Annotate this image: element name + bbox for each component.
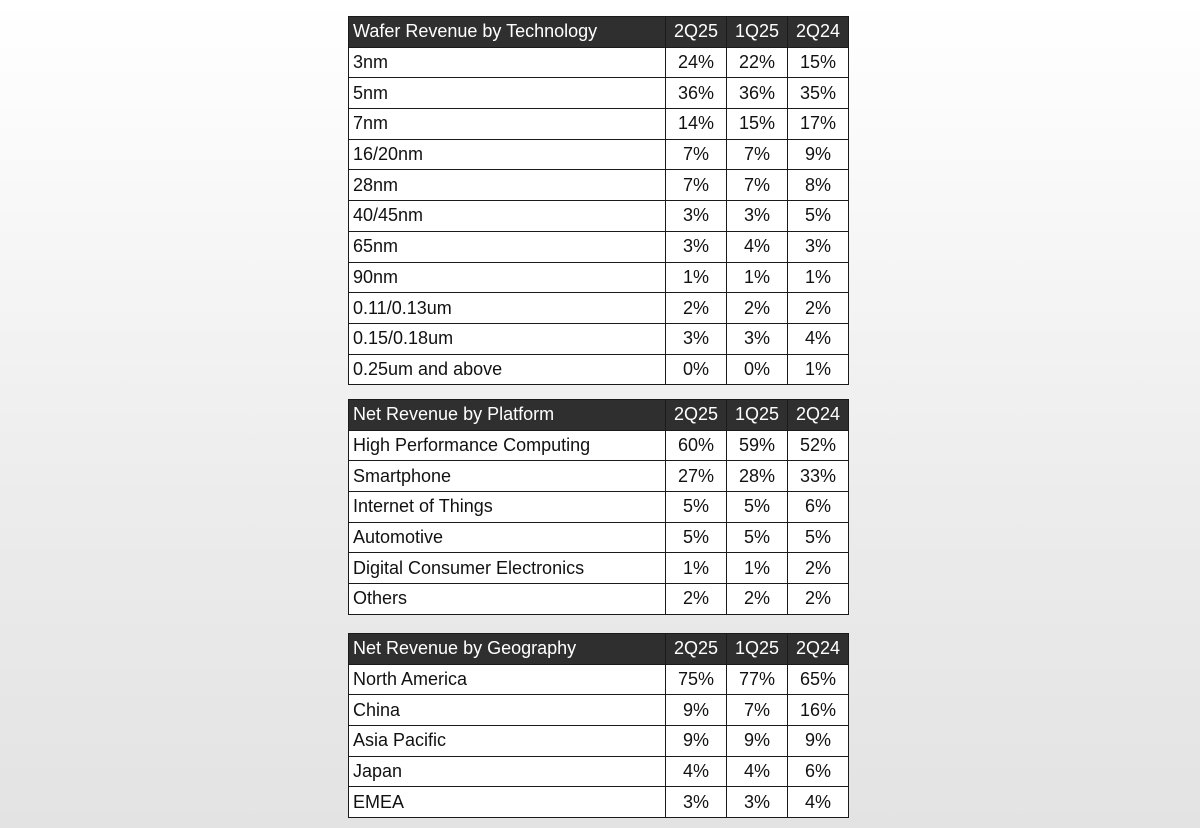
row-value: 1% <box>666 262 727 293</box>
table-header-row <box>349 17 849 48</box>
row-label: North America <box>349 664 666 695</box>
row-value: 1% <box>727 553 788 584</box>
row-value: 22% <box>727 47 788 78</box>
table-row <box>349 492 849 523</box>
row-value: 5% <box>727 492 788 523</box>
row-value: 3% <box>666 201 727 232</box>
row-value: 1% <box>788 262 849 293</box>
row-label: 0.11/0.13um <box>349 293 666 324</box>
row-value: 5% <box>666 492 727 523</box>
row-value: 4% <box>788 323 849 354</box>
column-header: 1Q25 <box>727 400 788 431</box>
row-value: 2% <box>788 293 849 324</box>
row-value: 17% <box>788 109 849 140</box>
table-row <box>349 47 849 78</box>
table-row <box>349 553 849 584</box>
row-value: 60% <box>666 430 727 461</box>
row-value: 27% <box>666 461 727 492</box>
row-value: 7% <box>727 139 788 170</box>
row-label: Others <box>349 584 666 615</box>
row-value: 2% <box>788 553 849 584</box>
row-value: 1% <box>666 553 727 584</box>
row-value: 52% <box>788 430 849 461</box>
row-value: 1% <box>788 354 849 385</box>
table-title: Net Revenue by Platform <box>349 400 666 431</box>
row-value: 75% <box>666 664 727 695</box>
row-value: 3% <box>727 787 788 818</box>
row-value: 4% <box>666 756 727 787</box>
row-value: 24% <box>666 47 727 78</box>
row-value: 36% <box>666 78 727 109</box>
table-row <box>349 756 849 787</box>
table-row <box>349 726 849 757</box>
row-value: 3% <box>666 231 727 262</box>
row-value: 2% <box>788 584 849 615</box>
row-label: 40/45nm <box>349 201 666 232</box>
table-row <box>349 139 849 170</box>
table-row <box>349 78 849 109</box>
row-label: 7nm <box>349 109 666 140</box>
row-label: 3nm <box>349 47 666 78</box>
row-label: Internet of Things <box>349 492 666 523</box>
column-header: 2Q24 <box>788 400 849 431</box>
row-value: 2% <box>666 293 727 324</box>
row-label: EMEA <box>349 787 666 818</box>
row-value: 3% <box>727 323 788 354</box>
row-value: 5% <box>788 522 849 553</box>
row-value: 9% <box>788 139 849 170</box>
row-value: 9% <box>666 695 727 726</box>
row-label: 16/20nm <box>349 139 666 170</box>
row-value: 3% <box>727 201 788 232</box>
table-row <box>349 231 849 262</box>
row-value: 7% <box>666 139 727 170</box>
row-value: 9% <box>666 726 727 757</box>
row-value: 5% <box>666 522 727 553</box>
row-label: Japan <box>349 756 666 787</box>
row-value: 3% <box>666 787 727 818</box>
row-value: 7% <box>727 170 788 201</box>
table-row <box>349 430 849 461</box>
row-value: 0% <box>666 354 727 385</box>
column-header: 2Q25 <box>666 17 727 48</box>
table-header-row <box>349 400 849 431</box>
row-value: 35% <box>788 78 849 109</box>
row-value: 1% <box>727 262 788 293</box>
row-value: 6% <box>788 756 849 787</box>
row-value: 5% <box>788 201 849 232</box>
row-value: 3% <box>666 323 727 354</box>
table-row <box>349 293 849 324</box>
table-row <box>349 109 849 140</box>
row-value: 9% <box>727 726 788 757</box>
table-row <box>349 323 849 354</box>
table-row <box>349 170 849 201</box>
column-header: 1Q25 <box>727 634 788 665</box>
row-value: 5% <box>727 522 788 553</box>
row-value: 4% <box>727 756 788 787</box>
row-value: 16% <box>788 695 849 726</box>
row-label: 0.25um and above <box>349 354 666 385</box>
row-value: 59% <box>727 430 788 461</box>
table-row <box>349 354 849 385</box>
table-row <box>349 201 849 232</box>
table-row <box>349 461 849 492</box>
row-value: 36% <box>727 78 788 109</box>
table-title: Net Revenue by Geography <box>349 634 666 665</box>
column-header: 2Q25 <box>666 634 727 665</box>
row-value: 2% <box>727 584 788 615</box>
table-row <box>349 787 849 818</box>
geography-table <box>348 633 849 818</box>
row-value: 4% <box>788 787 849 818</box>
table-row <box>349 522 849 553</box>
row-value: 28% <box>727 461 788 492</box>
row-label: China <box>349 695 666 726</box>
row-label: 28nm <box>349 170 666 201</box>
row-label: 5nm <box>349 78 666 109</box>
row-value: 4% <box>727 231 788 262</box>
row-value: 15% <box>727 109 788 140</box>
row-value: 77% <box>727 664 788 695</box>
row-value: 2% <box>727 293 788 324</box>
row-label: Smartphone <box>349 461 666 492</box>
row-value: 0% <box>727 354 788 385</box>
row-value: 3% <box>788 231 849 262</box>
row-value: 65% <box>788 664 849 695</box>
row-value: 15% <box>788 47 849 78</box>
row-value: 9% <box>788 726 849 757</box>
row-label: Asia Pacific <box>349 726 666 757</box>
column-header: 2Q24 <box>788 17 849 48</box>
row-label: Digital Consumer Electronics <box>349 553 666 584</box>
row-label: 0.15/0.18um <box>349 323 666 354</box>
row-value: 7% <box>666 170 727 201</box>
table-row <box>349 695 849 726</box>
row-label: 65nm <box>349 231 666 262</box>
technology-table <box>348 16 849 385</box>
row-value: 8% <box>788 170 849 201</box>
row-label: Automotive <box>349 522 666 553</box>
table-row <box>349 584 849 615</box>
row-value: 14% <box>666 109 727 140</box>
table-title: Wafer Revenue by Technology <box>349 17 666 48</box>
column-header: 2Q25 <box>666 400 727 431</box>
row-value: 33% <box>788 461 849 492</box>
row-label: 90nm <box>349 262 666 293</box>
platform-table <box>348 399 849 615</box>
row-value: 6% <box>788 492 849 523</box>
column-header: 2Q24 <box>788 634 849 665</box>
column-header: 1Q25 <box>727 17 788 48</box>
row-label: High Performance Computing <box>349 430 666 461</box>
row-value: 2% <box>666 584 727 615</box>
table-row <box>349 262 849 293</box>
table-header-row <box>349 634 849 665</box>
table-row <box>349 664 849 695</box>
row-value: 7% <box>727 695 788 726</box>
